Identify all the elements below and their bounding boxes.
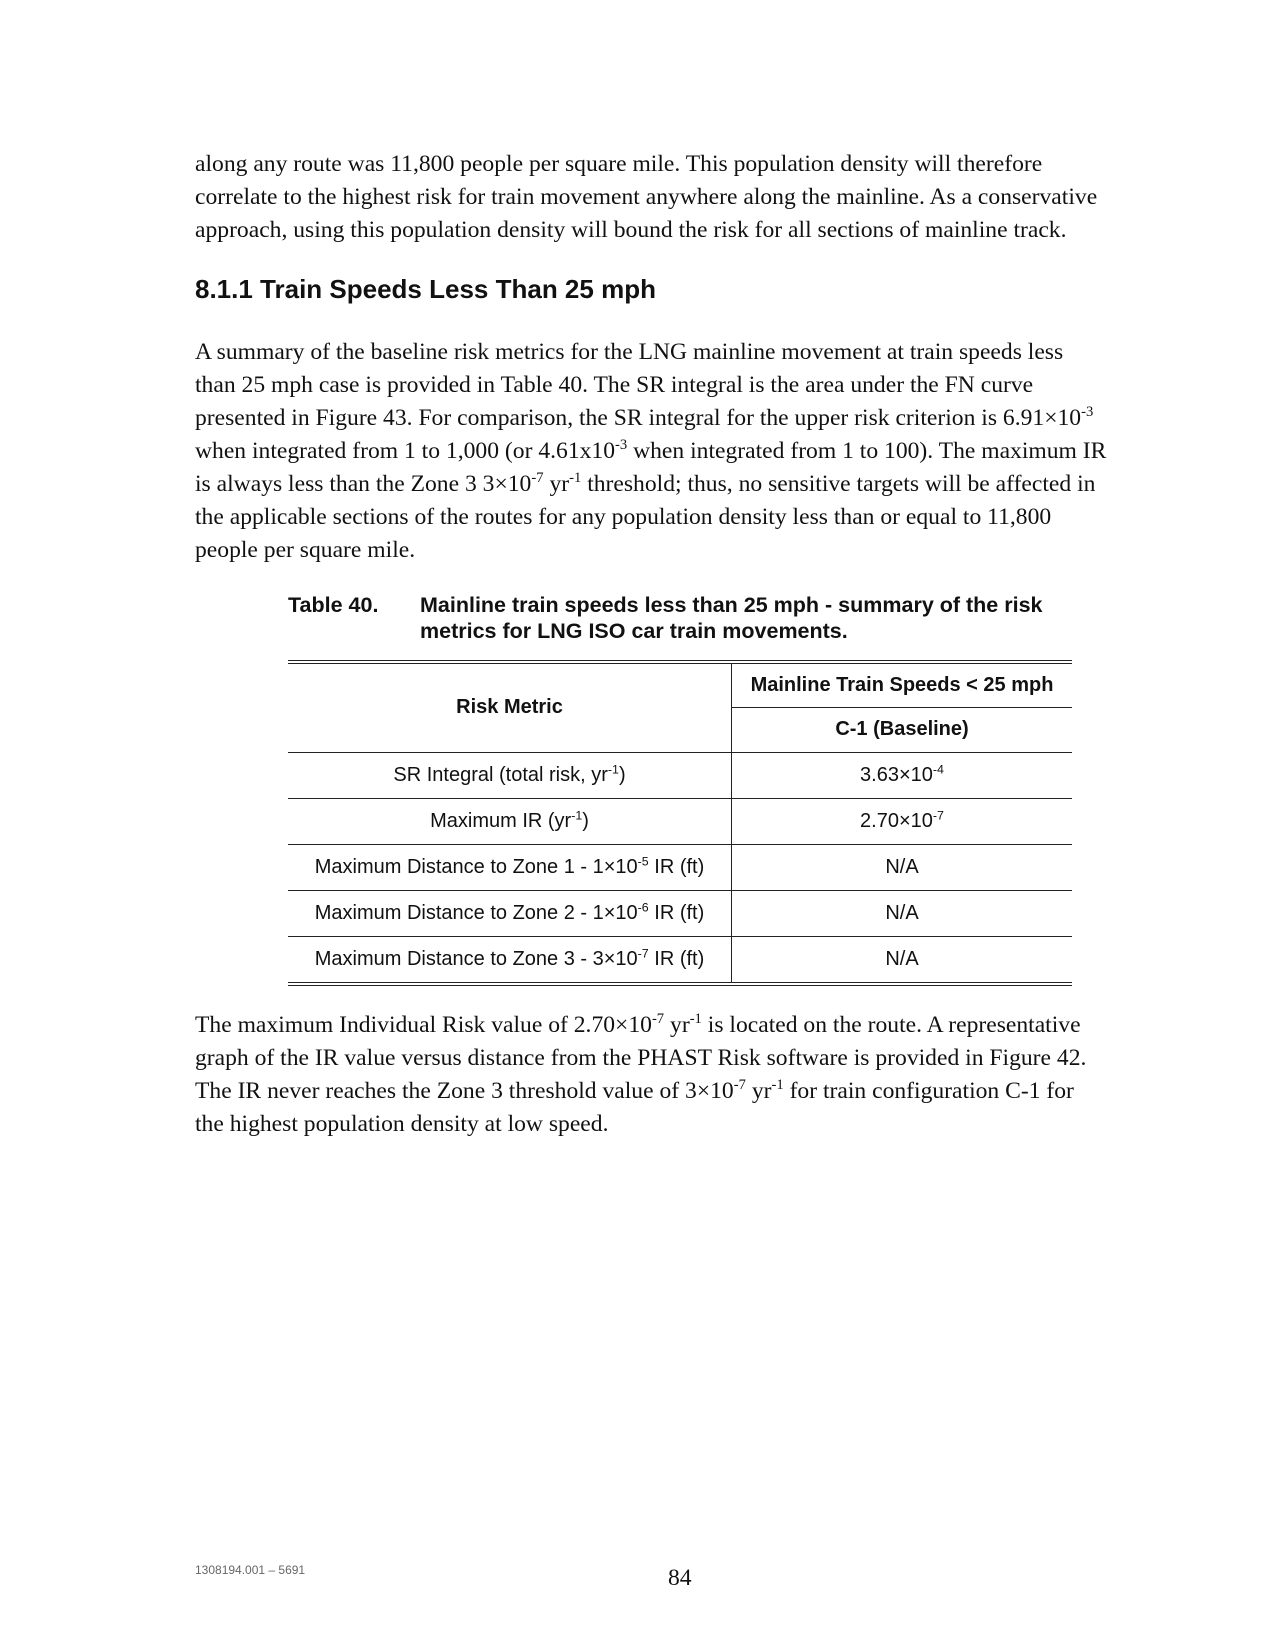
summary-paragraph	[195, 336, 1180, 567]
summary-line-cont: yr	[543, 471, 570, 497]
superscript: -7	[531, 470, 544, 487]
summary-line: presented in Figure 43. For comparison, the SR integral for the upper risk criterion is 6.91×10	[195, 405, 1082, 431]
table-row	[288, 936, 1072, 984]
closing-line: graph of the IR value versus distance from the PHAST Risk software is provided in Figure 42.	[195, 1045, 1087, 1071]
metric-cell: SR Integral (total risk, $yr^{-1}$)	[288, 752, 732, 798]
table-row	[288, 752, 1072, 798]
summary-line-cont: threshold; thus, no sensitive targets will be affected in	[581, 471, 1096, 497]
summary-line: is always less than the Zone 3 3×10	[195, 471, 532, 497]
superscript: -7	[651, 1011, 665, 1028]
table-caption-label: Table 40.	[288, 593, 379, 617]
intro-line: approach, using this population density will bound the risk for all sections of mainline track.	[195, 217, 1067, 243]
summary-line: the applicable sections of the routes for any population density less than or equal to 11,800	[195, 504, 1052, 530]
summary-line-cont: when integrated from 1 to 100). The maximum IR	[627, 438, 1107, 464]
metric-cell: Maximum Distance to Zone $2 - 1\times 10^{-6}$ IR (ft)	[288, 890, 732, 936]
metric-cell: Maximum Distance to Zone $1 - 1\times 10^{-5}$ IR (ft)	[288, 844, 732, 890]
closing-line-cont: yr	[745, 1078, 772, 1104]
summary-line: than 25 mph case is provided in Table 40. The SR integral is the area under the FN curve	[195, 372, 1034, 398]
value-cell: N/A	[732, 936, 1073, 984]
intro-line: correlate to the highest risk for train movement anywhere along the mainline. As a conservative	[195, 184, 1098, 210]
header-group: Mainline Train Speeds < 25 mph	[732, 662, 1073, 707]
superscript: -3	[1081, 404, 1094, 421]
closing-line: The maximum Individual Risk value of 2.70×10	[195, 1012, 652, 1038]
table-row	[288, 844, 1072, 890]
closing-line: The IR never reaches the Zone 3 threshold value of 3×10	[195, 1078, 734, 1104]
metric-cell: Maximum Distance to Zone $3 - 3\times 10^{-7}$ IR (ft)	[288, 936, 732, 984]
summary-line: people per square mile.	[195, 537, 416, 563]
superscript: -3	[615, 437, 628, 454]
footer-document-id: 1308194.001 – 5691	[195, 1563, 306, 1577]
intro-paragraph	[195, 148, 1180, 247]
superscript: -1	[771, 1077, 784, 1094]
value-cell: $3.63\times 10^{-4}$	[732, 752, 1073, 798]
table-row	[288, 890, 1072, 936]
risk-metrics-table	[288, 660, 1072, 986]
metric-cell: Maximum IR $(yr^{-1})$	[288, 798, 732, 844]
table-row	[288, 798, 1072, 844]
superscript: -1	[689, 1011, 702, 1028]
value-cell: N/A	[732, 890, 1073, 936]
header-config: C-1 (Baseline)	[732, 707, 1073, 752]
closing-line-cont: for train configuration C-1 for	[783, 1078, 1074, 1104]
closing-paragraph	[195, 1009, 1180, 1141]
superscript: -1	[569, 470, 582, 487]
superscript: -7	[733, 1077, 746, 1094]
value-cell: N/A	[732, 844, 1073, 890]
summary-line: A summary of the baseline risk metrics for the LNG mainline movement at train speeds less	[195, 339, 1064, 365]
section-heading: 8.1.1 Train Speeds Less Than 25 mph	[195, 274, 656, 304]
summary-line: when integrated from 1 to 1,000 (or 4.61x10	[195, 438, 616, 464]
closing-line-cont: yr	[664, 1012, 690, 1038]
value-cell: $2.70\times 10^{-7}$	[732, 798, 1073, 844]
closing-line-cont: is located on the route. A representative	[701, 1012, 1081, 1038]
intro-line: along any route was 11,800 people per square mile. This population density will therefore	[195, 151, 1043, 177]
table-caption-text: Mainline train speeds less than 25 mph - summary of the risk metrics for LNG ISO car train movements.	[420, 593, 1043, 643]
closing-line: the highest population density at low speed.	[195, 1111, 609, 1137]
page-number: 84	[668, 1565, 692, 1591]
header-risk-metric: Risk Metric	[288, 662, 732, 752]
